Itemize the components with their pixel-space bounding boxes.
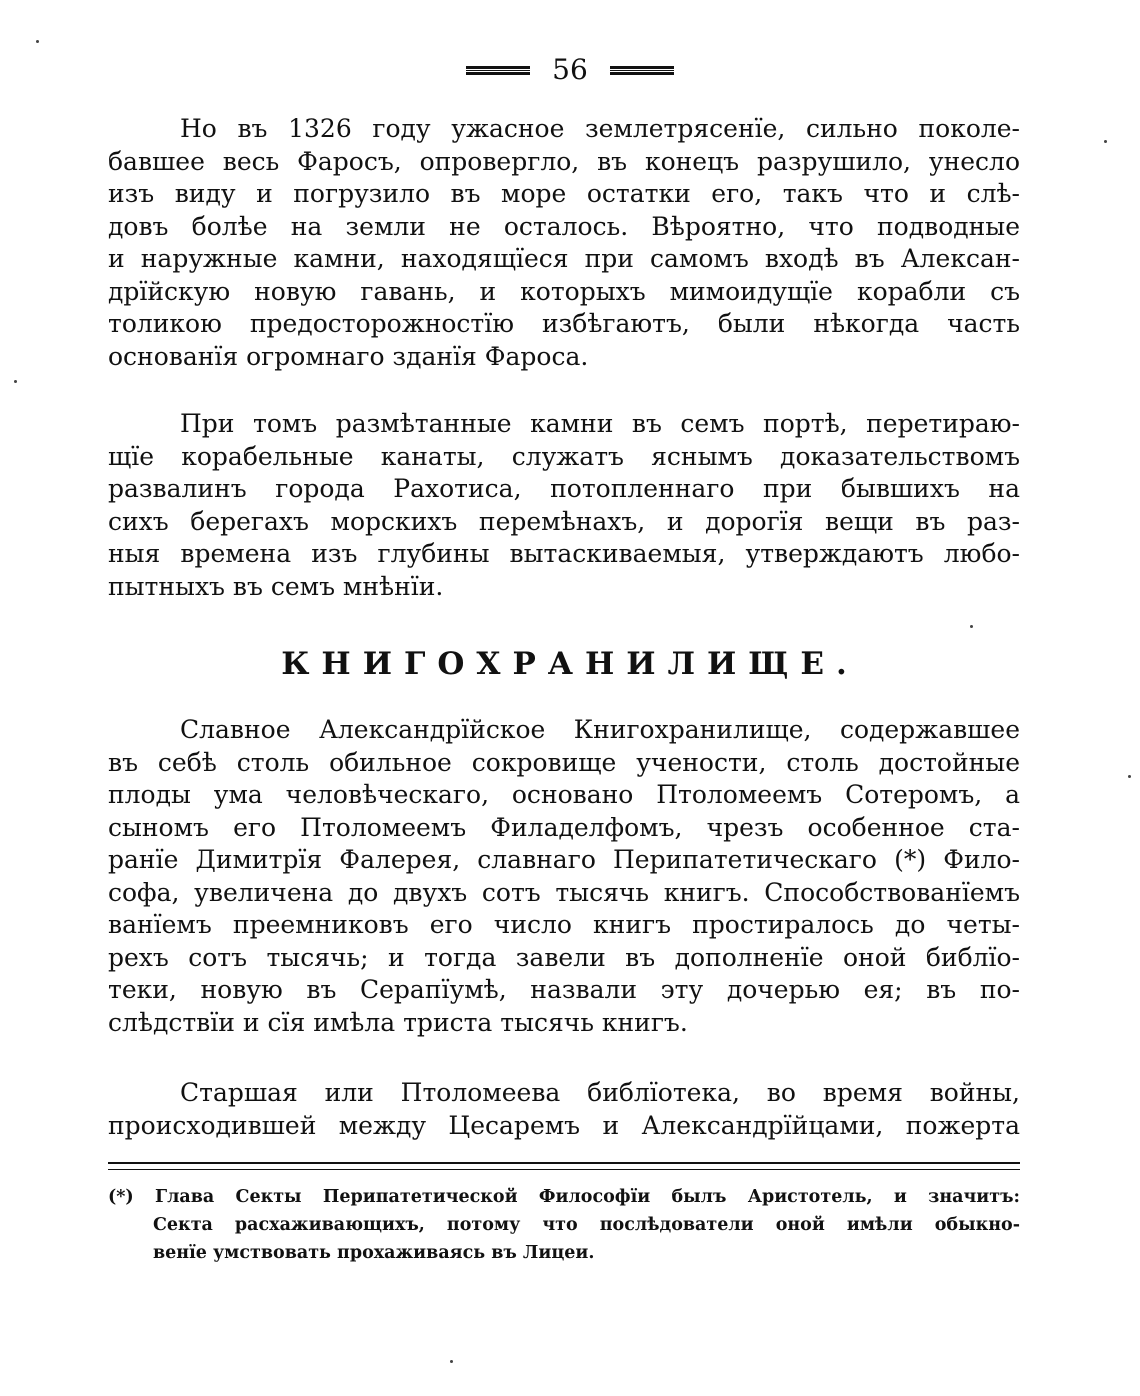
text-line: и наружные камни, находящїеся при самомъ входѣ въ Алексан- <box>108 244 1020 273</box>
text-line: Славное Александрїйское Книгохранилище, содержавшее <box>180 715 1020 744</box>
page-number: 56 <box>552 53 588 86</box>
paragraph-2 <box>108 408 1020 603</box>
paragraph-4 <box>108 1077 1020 1142</box>
text-line: происходившей между Цесаремъ и Александрїйцами, пожерта <box>108 1110 1020 1140</box>
paragraph-3 <box>108 714 1020 1039</box>
section-heading: КНИГОХРАНИЛИЩЕ. <box>281 646 859 682</box>
paper-speck <box>36 40 39 43</box>
text-line: Старшая или Птоломеева библїотека, во время войны, <box>180 1078 1020 1107</box>
text-line: софа, увеличена до двухъ сотъ тысячь книгъ. Способствованїемъ <box>108 877 1020 907</box>
text-line: щїе корабельные канаты, служатъ яснымъ доказательствомъ <box>108 441 1020 471</box>
text-line: плоды ума человѣческаго, основано Птоломеемъ Сотеромъ, а <box>108 780 1020 809</box>
footnote <box>108 1183 1020 1267</box>
text-line: довъ болѣе на земли не осталось. Вѣроятно, что подводные <box>108 211 1020 241</box>
text-line: въ себѣ столь обильное сокровище учености, столь достойные <box>108 747 1020 777</box>
text-line: Но въ 1326 году ужасное землетрясенїе, сильно поколе- <box>180 114 1020 143</box>
paragraph-1 <box>108 113 1020 373</box>
text-line: основанїя огромнаго зданїя Фароса. <box>108 341 589 371</box>
text-line: ванїемъ преемниковъ его число книгъ простиралось до четы- <box>108 910 1020 939</box>
text-line: При томъ размѣтанные камни въ семъ портѣ, перетираю- <box>180 409 1020 438</box>
text-line: пытныхъ въ семъ мнѣнїи. <box>108 571 444 601</box>
footnote-line: (*) Глава Секты Перипатетической Философїи былъ Аристотель, и значитъ: <box>108 1187 1020 1207</box>
text-line: сихъ берегахъ морскихъ перемѣнахъ, и дорогїя вещи въ раз- <box>108 506 1020 536</box>
text-line: теки, новую въ Серапїумѣ, назвали эту дочерью ея; въ по- <box>108 975 1020 1004</box>
header-rule-left <box>466 66 530 75</box>
text-line: изъ виду и погрузило въ море остатки его, такъ что и слѣ- <box>108 179 1020 208</box>
text-line: бавшее весь Фаросъ, опровергло, въ конецъ разрушило, унесло <box>108 146 1020 176</box>
text-line: слѣдствїи и сїя имѣла триста тысячь книгъ. <box>108 1007 688 1037</box>
text-line: ранїе Димитрїя Фалерея, славнаго Перипатетическаго (*) Фило- <box>108 845 1020 874</box>
paper-speck <box>1128 775 1131 778</box>
paper-speck <box>14 380 17 383</box>
header-rule-right <box>610 66 674 75</box>
text-line: сыномъ его Птоломеемъ Филаделфомъ, чрезъ особенное ста- <box>108 812 1020 842</box>
text-line: рехъ сотъ тысячь; и тогда завели въ дополненїе оной библїо- <box>108 942 1020 972</box>
paper-speck <box>450 1360 453 1363</box>
text-line: ныя времена изъ глубины вытаскиваемыя, утверждаютъ любо- <box>108 539 1020 568</box>
text-line: дрїйскую новую гавань, и которыхъ мимоидущїе корабли съ <box>108 276 1020 306</box>
footnote-rule-thin <box>108 1169 1020 1170</box>
text-line: толикою предосторожностїю избѣгаютъ, были нѣкогда часть <box>108 309 1020 338</box>
page-header <box>0 52 1140 88</box>
paper-speck <box>970 625 973 628</box>
footnote-line: венїе умствовать прохаживаясь въ Лицеи. <box>153 1243 595 1263</box>
footnote-line: Секта расхаживающихъ, потому что послѣдователи оной имѣли обыкно- <box>153 1215 1020 1235</box>
text-line: развалинъ города Рахотиса, потопленнаго при бывшихъ на <box>108 474 1020 503</box>
paper-speck <box>1104 140 1107 143</box>
footnote-rule <box>108 1162 1020 1164</box>
